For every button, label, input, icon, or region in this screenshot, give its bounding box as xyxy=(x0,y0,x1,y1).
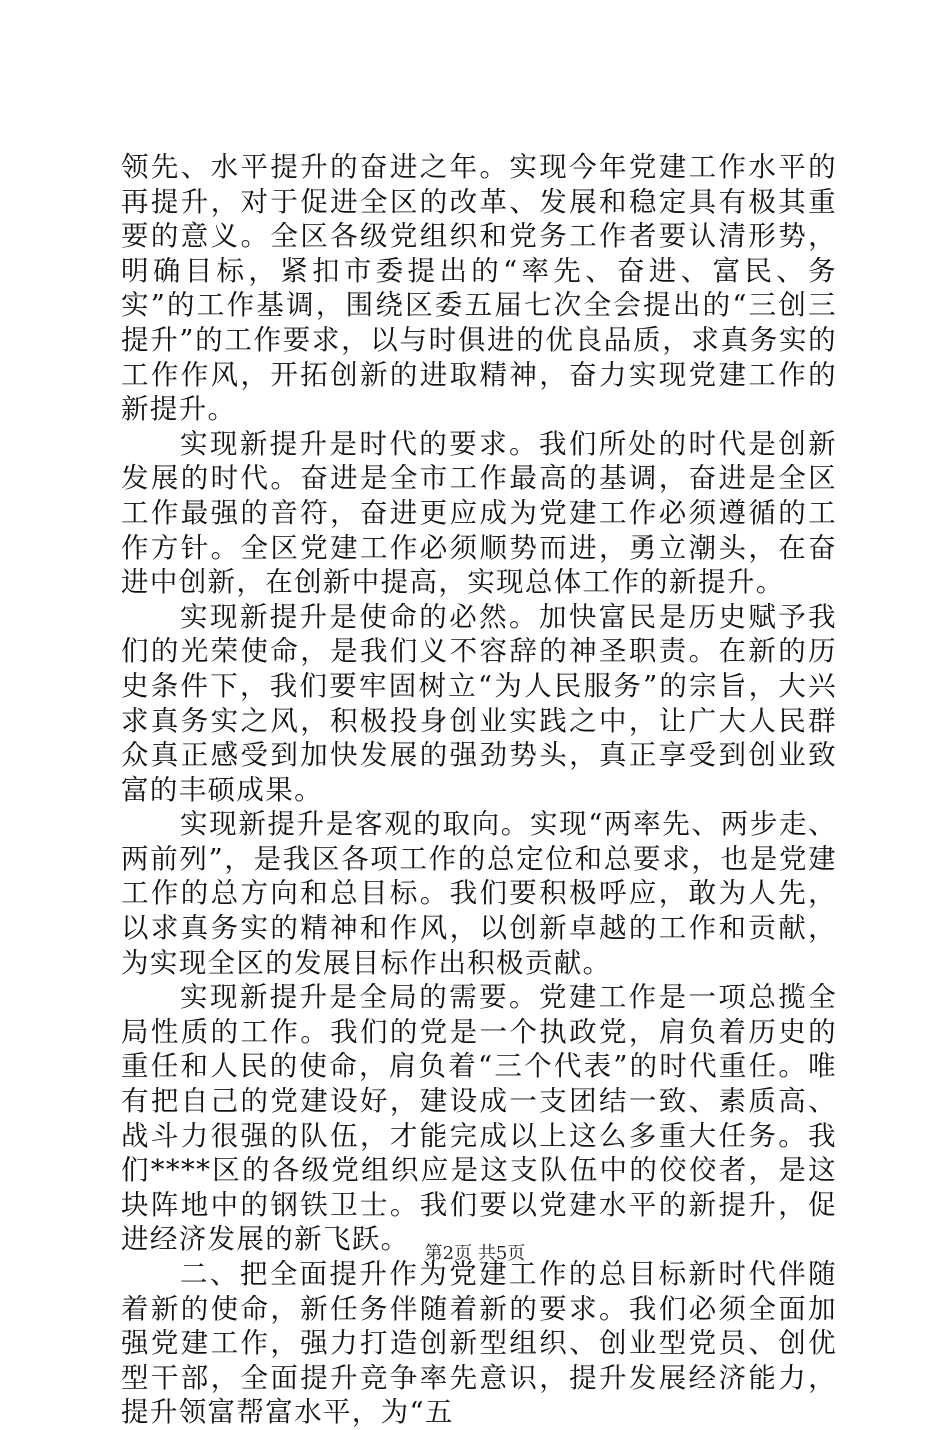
paragraph-2: 实现新提升是时代的要求。我们所处的时代是创新发展的时代。奋进是全市工作最高的基调，奋进是全区工作最强的音符，奋进更应成为党建工作必须遵循的工作方针。全区党建工作必须顺势而进，勇立潮头，在奋进中创新，在创新中提高，实现总体工作的新提升。 xyxy=(121,427,837,599)
document-body xyxy=(121,150,837,1430)
paragraph-4: 实现新提升是客观的取向。实现“两率先、两步走、两前列”，是我区各项工作的总定位和总要求，也是党建工作的总方向和总目标。我们要积极呼应，敢为人先，以求真务实的精神和作风，以创新卓越的工作和贡献，为实现全区的发展目标作出积极贡献。 xyxy=(121,808,837,979)
paragraph-6: 二、把全面提升作为党建工作的总目标新时代伴随着新的使命，新任务伴随着新的要求。我们必须全面加强党建工作，强力打造创新型组织、创业型党员、创优型干部，全面提升竞争率先意识，提升发展经济能力，提升领富帮富水平，为“五 xyxy=(121,1258,837,1429)
paragraph-3: 实现新提升是使命的必然。加快富民是历史赋予我们的光荣使命，是我们义不容辞的神圣职责。在新的历史条件下，我们要牢固树立“为人民服务”的宗旨，大兴求真务实之风，积极投身创业实践之中，让广大人民群众真正感受到加快发展的强劲势头，真正享受到创业致富的丰硕成果。 xyxy=(121,600,837,806)
paragraph-1: 领先、水平提升的奋进之年。实现今年党建工作水平的再提升，对于促进全区的改革、发展和稳定具有极其重要的意义。全区各级党组织和党务工作者要认清形势，明确目标，紧扣市委提出的“率先、奋进、富民、务实”的工作基调，围绕区委五届七次全会提出的“三创三提升”的工作要求，以与时俱进的优良品质，求真务实的工作作风，开拓创新的进取精神，奋力实现党建工作的新提升。 xyxy=(121,151,837,426)
page-number-footer: 第2页 共5页 xyxy=(424,1243,526,1264)
paragraph-5: 实现新提升是全局的需要。党建工作是一项总揽全局性质的工作。我们的党是一个执政党，肩负着历史的重任和人民的使命，肩负着“三个代表”的时代重任。唯有把自己的党建设好，建设成一支团结一致、素质高、战斗力很强的队伍，才能完成以上这么多重大任务。我们****区的各级党组织应是这支队伍中的佼佼者，是这块阵地中的钢铁卫士。我们要以党建水平的新提升，促进经济发展的新飞跃。 xyxy=(121,981,837,1256)
